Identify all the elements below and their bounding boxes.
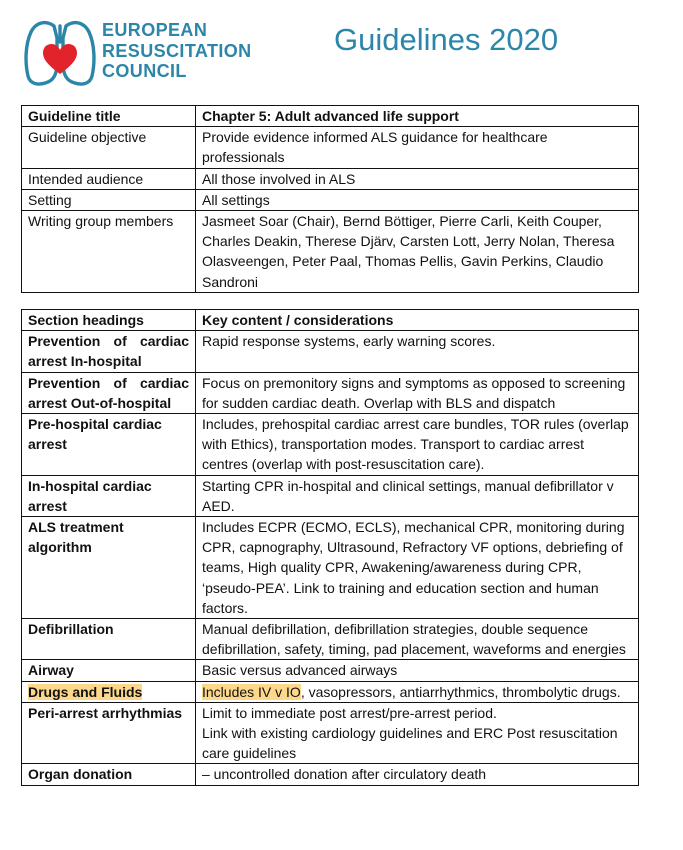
table-header-row: [22, 106, 639, 127]
page-header: [0, 0, 683, 100]
org-name-line-3: COUNCIL: [102, 61, 187, 81]
section-heading: ALS treatment algorithm: [22, 517, 196, 619]
section-heading: Airway: [22, 660, 196, 681]
section-heading: Defibrillation: [22, 619, 196, 660]
table-row-highlighted: [22, 681, 639, 702]
section-content: Starting CPR in-hospital and clinical settings, manual defibrillator v AED.: [196, 475, 639, 516]
highlighted-content: Includes IV v IO: [202, 683, 301, 700]
section-heading: Prevention of cardiac arrest In-hospital: [22, 331, 196, 372]
row-value: Jasmeet Soar (Chair), Bernd Böttiger, Pierre Carli, Keith Couper, Charles Deakin, Therese Djärv, Carsten Lott, Jerry Nolan, Theresa Olasveengen, Peter Paal, Thomas Pellis, Gavin Perkins, Claudio Sandroni: [196, 211, 639, 293]
row-value: All those involved in ALS: [196, 168, 639, 189]
table-header-row: [22, 310, 639, 331]
row-label: Setting: [22, 189, 196, 210]
row-label: Guideline objective: [22, 127, 196, 168]
section-content: Includes ECPR (ECMO, ECLS), mechanical CPR, monitoring during CPR, capnography, Ultrasound, Refractory VF options, debriefing of teams, High quality CPR, Awakening/awareness during CPR, ‘pseudo-PEA’. Link to training and education section and human factors.: [196, 517, 639, 619]
section-content: Focus on premonitory signs and symptoms as opposed to screening for sudden cardiac death. Overlap with BLS and dispatch: [196, 372, 639, 413]
section-heading: In-hospital cardiac arrest: [22, 475, 196, 516]
table-row: [22, 702, 639, 764]
table-row: [22, 372, 639, 413]
header-cell-value: Key content / considerations: [196, 310, 639, 331]
table-row: [22, 168, 639, 189]
section-content: Manual defibrillation, defibrillation strategies, double sequence defibrillation, safety, timing, pad placement, waveforms and energies: [196, 619, 639, 660]
section-content: Includes, prehospital cardiac arrest care bundles, TOR rules (overlap with Ethics), transportation modes. Transport to cardiac arrest centres (overlap with post-resuscitation care).: [196, 414, 639, 476]
row-label: Intended audience: [22, 168, 196, 189]
table-row: [22, 211, 639, 293]
table-row: [22, 127, 639, 168]
header-cell-label: Section headings: [22, 310, 196, 331]
header-cell-label: Guideline title: [22, 106, 196, 127]
table-row: [22, 475, 639, 516]
table-row: [22, 189, 639, 210]
section-content: Basic versus advanced airways: [196, 660, 639, 681]
table-row: [22, 331, 639, 372]
section-heading: Peri-arrest arrhythmias: [22, 702, 196, 764]
section-content: Limit to immediate post arrest/pre-arrest period. Link with existing cardiology guidelines and ERC Post resuscitation care guidelines: [196, 702, 639, 764]
lungs-heart-icon: [24, 18, 96, 88]
section-heading: Prevention of cardiac arrest Out-of-hospital: [22, 372, 196, 413]
table-row: [22, 619, 639, 660]
guideline-info-table: [21, 105, 639, 293]
section-content: Rapid response systems, early warning scores.: [196, 331, 639, 372]
table-row: [22, 414, 639, 476]
table-row: [22, 660, 639, 681]
organization-name: [102, 20, 252, 82]
table-row: [22, 517, 639, 619]
content-text: , vasopressors, antiarrhythmics, thrombolytic drugs.: [300, 683, 621, 700]
table-row: [22, 764, 639, 785]
section-heading: Organ donation: [22, 764, 196, 785]
section-heading: Pre-hospital cardiac arrest: [22, 414, 196, 476]
section-content: – uncontrolled donation after circulatory death: [196, 764, 639, 785]
row-label: Writing group members: [22, 211, 196, 293]
row-value: All settings: [196, 189, 639, 210]
page-title: Guidelines 2020: [334, 22, 559, 57]
org-name-line-2: RESUSCITATION: [102, 40, 252, 61]
section-heading: [22, 681, 196, 702]
row-value: Provide evidence informed ALS guidance for healthcare professionals: [196, 127, 639, 168]
section-content: [196, 681, 639, 702]
org-name-line-1: EUROPEAN: [102, 20, 208, 40]
header-cell-value: Chapter 5: Adult advanced life support: [196, 106, 639, 127]
section-headings-table: [21, 309, 639, 786]
highlighted-heading: Drugs and Fluids: [28, 683, 143, 700]
